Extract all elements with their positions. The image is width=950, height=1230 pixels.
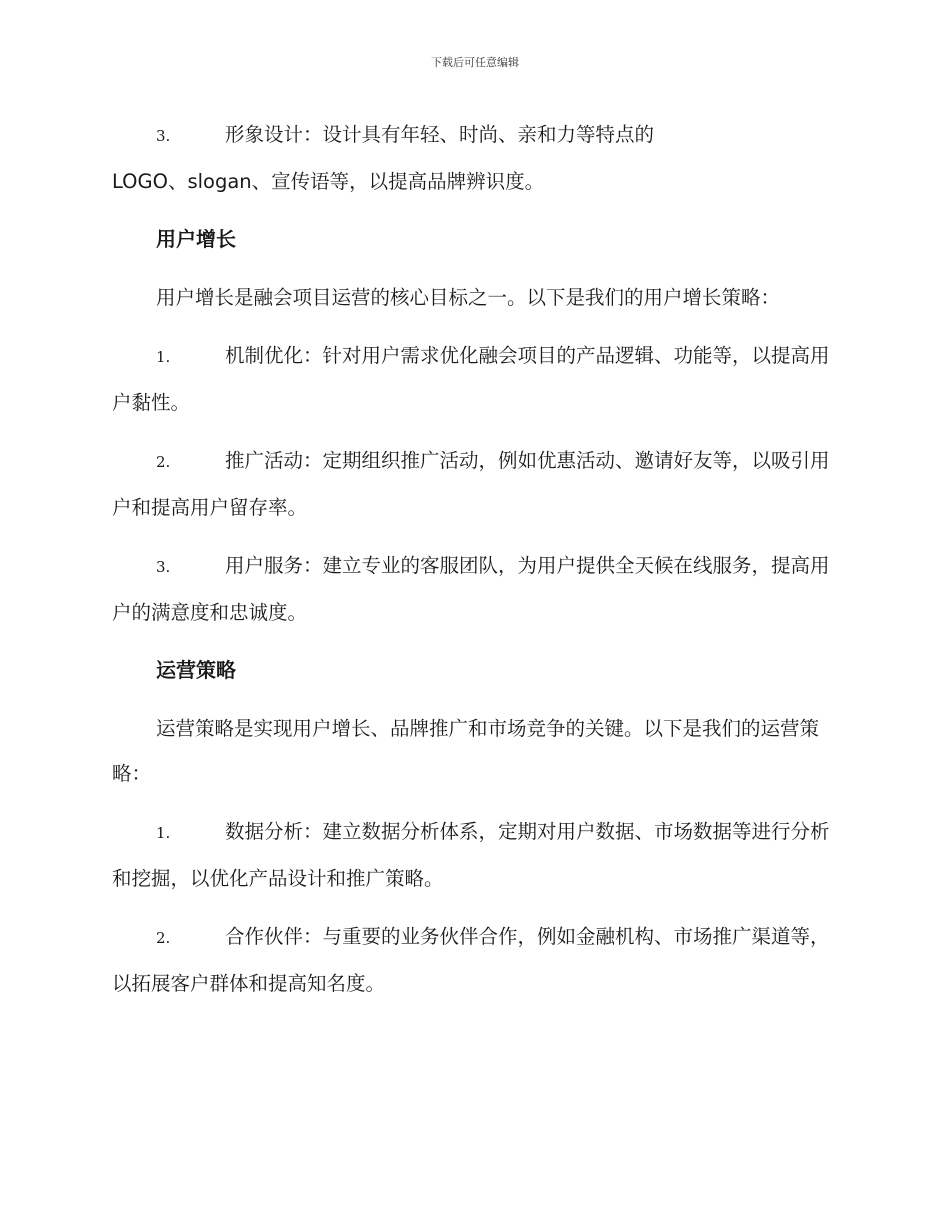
list-item-text-line1: 形象设计：设计具有年轻、时尚、亲和力等特点的 [225,123,655,146]
section-intro-operation-strategy: 运营策略是实现用户增长、品牌推广和市场竞争的关键。以下是我们的运营策略： [112,717,820,785]
section-heading-operation-strategy: 运营策略 [156,658,236,682]
list-item-text-line2: LOGO、slogan、宣传语等，以提高品牌辨识度。 [112,170,545,193]
list-number: 2. [156,453,171,471]
document-body [112,112,834,1019]
list-number: 3. [156,558,171,576]
list-number: 2. [156,929,171,947]
section-heading-user-growth: 用户增长 [156,227,236,251]
list-item-user-growth-1 [112,333,834,425]
list-number: 1. [156,348,171,366]
list-item-operation-1 [112,809,834,901]
list-item-text: 机制优化：针对用户需求优化融会项目的产品逻辑、功能等，以提高用户黏性。 [112,344,830,414]
list-item-text: 合作伙伴：与重要的业务伙伴合作，例如金融机构、市场推广渠道等，以拓展客户群体和提高知名度。 [112,925,830,995]
list-item-user-growth-3 [112,543,834,635]
list-item-text: 推广活动：定期组织推广活动，例如优惠活动、邀请好友等，以吸引用户和提高用户留存率。 [112,449,830,519]
list-number: 1. [156,824,171,842]
section-intro-user-growth: 用户增长是融会项目运营的核心目标之一。以下是我们的用户增长策略： [156,286,781,309]
list-number: 3. [156,127,171,145]
page-header-note: 下载后可任意编辑 [431,56,519,69]
list-item-text: 数据分析：建立数据分析体系，定期对用户数据、市场数据等进行分析和挖掘，以优化产品设计和推广策略。 [112,820,830,890]
list-item-operation-2 [112,914,834,1006]
list-item-user-growth-2 [112,438,834,530]
list-item-text: 用户服务：建立专业的客服团队，为用户提供全天候在线服务，提高用户的满意度和忠诚度。 [112,554,830,624]
list-item-brand-3 [112,112,834,204]
